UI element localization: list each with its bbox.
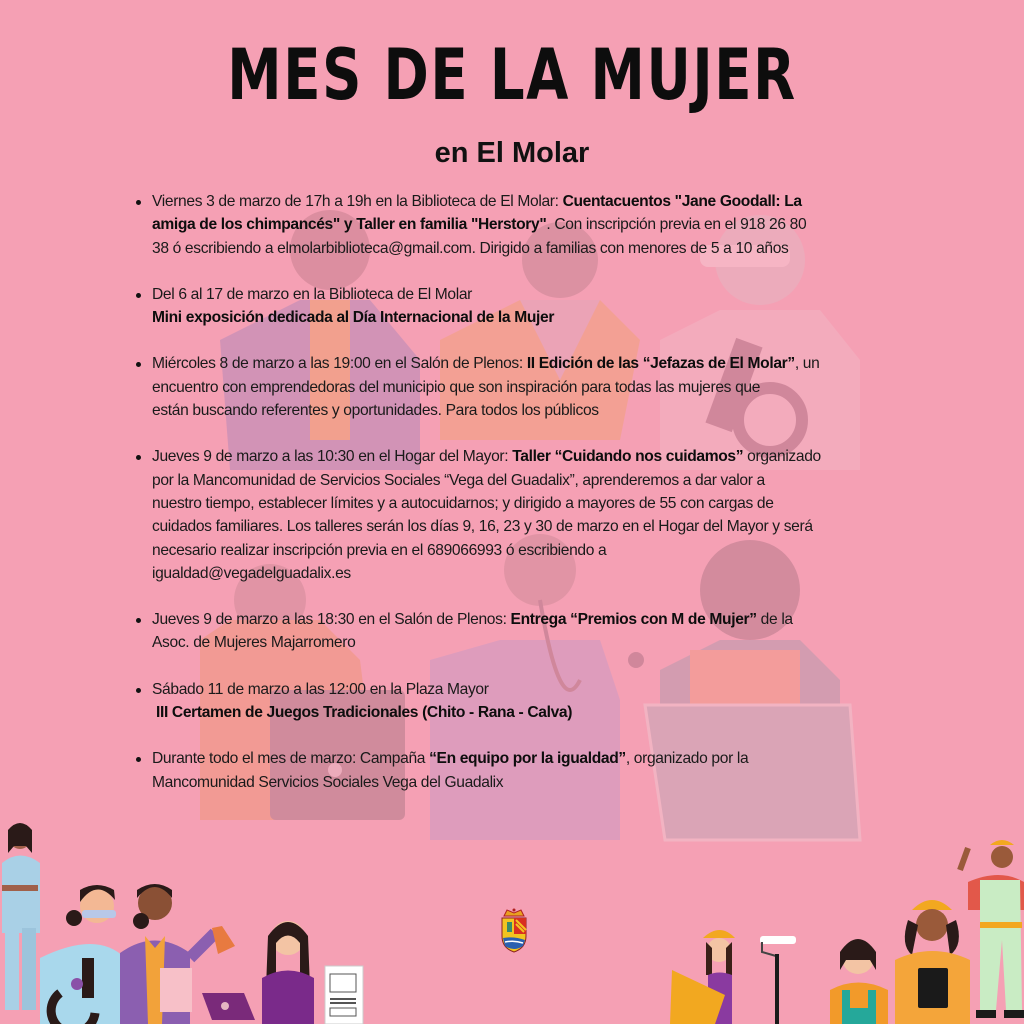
page-subtitle: en El Molar (434, 137, 590, 169)
women-professionals-illustration (0, 818, 380, 1024)
event-list (134, 190, 914, 817)
event-item: Miércoles 8 de marzo a las 19:00 en el Salón de Plenos: II Edición de las “Jefazas de El Molar”, un encuentro con emprendedoras del municipio que son inspiración para todas las mujeres que están buscando referentes y oportunidades. Para todos los públicos (134, 352, 914, 422)
event-item: Viernes 3 de marzo de 17h a 19h en la Biblioteca de El Molar: Cuentacuentos "Jane Goodall: La amiga de los chimpancés" y Taller en familia "Herstory". Con inscripción previa en el 918 26 80 38 ó escribiendo a elmolarbiblioteca@gmail.com. Dirigido a familias con menores de 5 a 10 años (134, 190, 914, 260)
event-item: Durante todo el mes de marzo: Campaña “En equipo por la igualdad”, organizado por la Mancomunidad Servicios Sociales Vega del Guadalix (134, 747, 914, 794)
event-item: Sábado 11 de marzo a las 12:00 en la Plaza Mayor III Certamen de Juegos Tradicionales (Chito - Rana - Calva) (134, 678, 914, 725)
event-item: Jueves 9 de marzo a las 18:30 en el Salón de Plenos: Entrega “Premios con M de Mujer” de la Asoc. de Mujeres Majarromero (134, 608, 914, 655)
event-item: Jueves 9 de marzo a las 10:30 en el Hogar del Mayor: Taller “Cuidando nos cuidamos” organizado por la Mancomunidad de Servicios Sociales “Vega del Guadalix”, aprenderemos a dar valor a nuestro tiempo, establecer límites y a autocuidarnos; y dirigido a mayores de 55 con cargas de cuidados familiares. Los talleres serán los días 9, 16, 23 y 30 de marzo en el Hogar del Mayor y será necesario realizar inscripción previa en el 689066993 ó escribiendo a igualdad@vegadelguadalix.es (134, 445, 914, 585)
women-construction-workers-illustration (650, 830, 1024, 1024)
page-title: MES DE LA MUJER (227, 34, 797, 116)
coat-of-arms-icon (499, 906, 529, 954)
event-item: Del 6 al 17 de marzo en la Biblioteca de El Molar Mini exposición dedicada al Día Internacional de la Mujer (134, 283, 914, 330)
